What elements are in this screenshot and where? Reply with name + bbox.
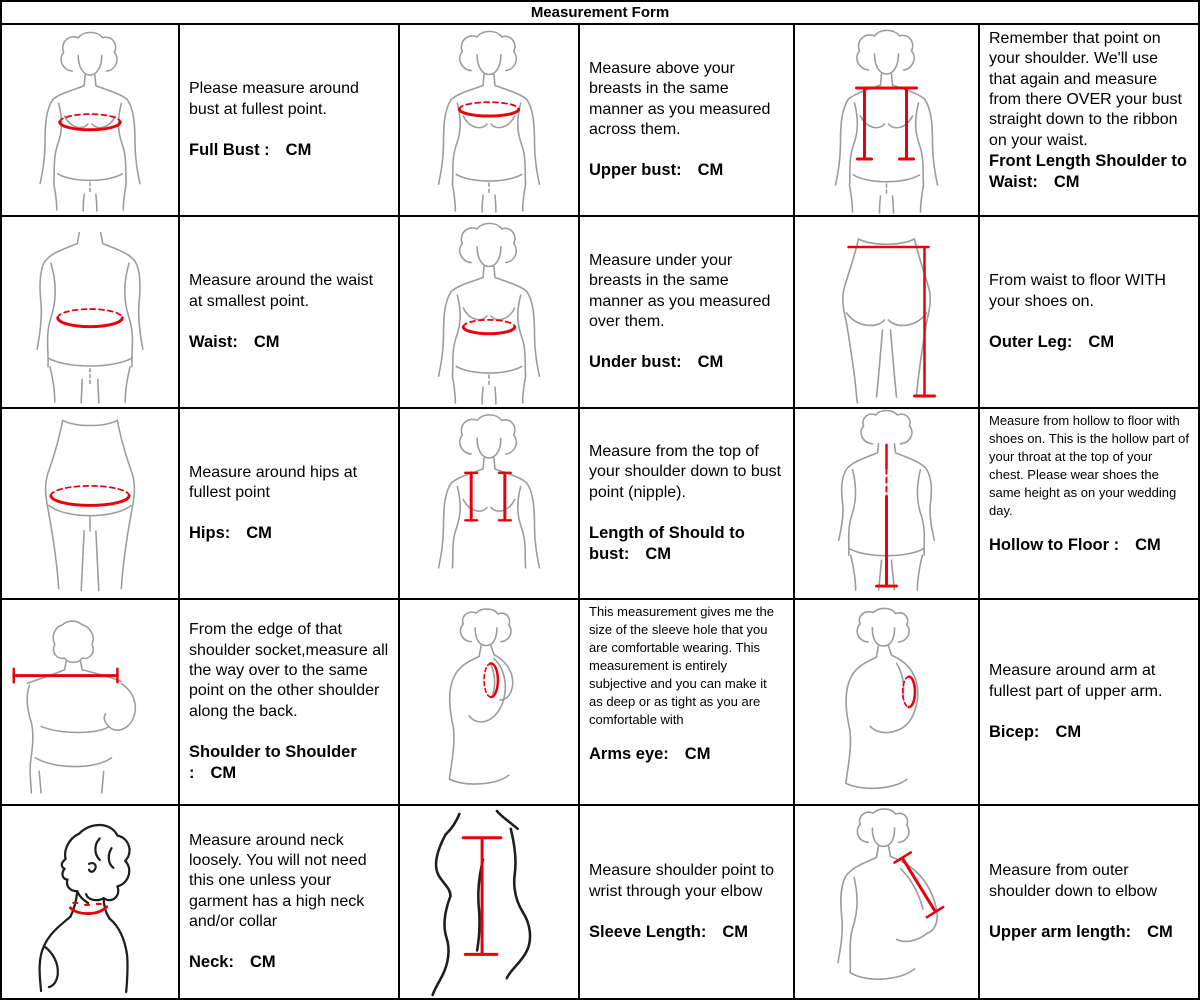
neck-figure <box>2 806 178 998</box>
instruction-cell <box>180 806 398 998</box>
instruction-cell <box>980 217 1198 407</box>
measurement-unit: CM <box>1135 535 1161 554</box>
instruction-cell <box>180 25 398 215</box>
measurement-unit: CM <box>210 763 237 782</box>
measurement-label <box>989 332 1189 353</box>
outer-leg-figure <box>795 217 978 407</box>
measurement-unit: CM <box>285 140 312 159</box>
arms-eye-figure <box>400 600 578 804</box>
measurement-name: Hips: <box>189 524 231 543</box>
measurement-name: Length of Should to bust: <box>589 524 745 563</box>
measurement-instructions: Remember that point on your shoulder. We'll use that again and measure from there OVER your bust straight down to the ribbon on your waist. <box>989 30 1182 149</box>
instruction-cell <box>980 806 1198 998</box>
measurement-label <box>589 922 784 943</box>
measurement-instructions: Measure from hollow to floor with shoes on. This is the hollow part of your throat at the top of your chest. Please wear shoes the same height as on your wedding day. <box>989 413 1189 518</box>
measurement-name: Outer Leg: <box>989 332 1073 351</box>
measurement-instructions: From the edge of that shoulder socket,measure all the way over to the same point on the other shoulder along the back. <box>189 621 389 720</box>
measurement-unit: CM <box>1147 922 1173 941</box>
instruction-cell <box>580 409 793 598</box>
measurement-name: Hollow to Floor : <box>989 535 1120 554</box>
measurement-name: Under bust: <box>589 353 682 372</box>
measurement-unit: CM <box>722 922 749 941</box>
measurement-name: Upper arm length: <box>989 922 1132 941</box>
measurement-instructions: Measure from the top of your shoulder down to bust point (nipple). <box>589 443 782 501</box>
measurement-name: Neck: <box>189 953 234 972</box>
measurement-instructions: Please measure around bust at fullest point. <box>189 80 359 118</box>
upper-bust-figure <box>400 25 578 215</box>
measurement-instructions: This measurement gives me the size of the sleeve hole that you are comfortable wearing. This measurement is entirely subjective and you can make it as deep or as tight as you are comfortable with <box>589 604 774 727</box>
instruction-cell <box>580 217 793 407</box>
instruction-cell <box>580 25 793 215</box>
measurement-label <box>189 332 389 353</box>
measurement-instructions: Measure around neck loosely. You will not need this one unless your garment has a high neck and/or collar <box>189 831 367 930</box>
measurement-label <box>189 523 389 544</box>
measurement-unit: CM <box>1053 172 1080 191</box>
measurement-unit: CM <box>645 544 671 563</box>
instruction-cell <box>980 600 1198 804</box>
measurement-label <box>589 160 784 181</box>
measurement-unit: CM <box>684 744 711 763</box>
sleeve-length-figure <box>400 806 578 998</box>
shoulder-to-bust-figure <box>400 409 578 598</box>
instruction-cell <box>180 217 398 407</box>
measurement-instructions: Measure above your breasts in the same manner as you measured across them. <box>589 59 771 138</box>
measurement-unit: CM <box>1088 332 1115 351</box>
measurement-label <box>589 523 784 565</box>
measurement-label <box>989 922 1189 943</box>
instruction-cell <box>180 600 398 804</box>
measurement-unit: CM <box>253 332 280 351</box>
measurement-label <box>189 952 389 973</box>
instruction-cell <box>180 409 398 598</box>
measurement-instructions: Measure around the waist at smallest point. <box>189 272 374 310</box>
measurement-label <box>989 151 1189 193</box>
measurement-unit: CM <box>1055 722 1082 741</box>
measurement-label <box>189 140 389 161</box>
measurement-name: Full Bust : <box>189 140 270 159</box>
measurement-instructions: Measure from outer shoulder down to elbow <box>989 862 1158 900</box>
upper-arm-length-figure <box>795 806 978 998</box>
waist-figure <box>2 217 178 407</box>
measurement-label <box>589 743 784 766</box>
page-title: Measurement Form <box>2 2 1198 23</box>
measurement-instructions: Measure around hips at fullest point <box>189 463 358 502</box>
measurement-unit: CM <box>697 161 724 180</box>
measurement-instructions: From waist to floor WITH your shoes on. <box>989 272 1166 310</box>
measurement-instructions: Measure around arm at fullest part of upper arm. <box>989 662 1163 700</box>
measurement-name: Shoulder to Shoulder : <box>189 742 357 782</box>
measurement-unit: CM <box>246 524 272 543</box>
instruction-cell <box>580 806 793 998</box>
measurement-instructions: Measure shoulder point to wrist through your elbow <box>589 862 774 900</box>
instruction-cell <box>580 600 793 804</box>
full-bust-figure <box>2 25 178 215</box>
measurement-name: Sleeve Length: <box>589 922 707 941</box>
measurement-instructions: Measure under your breasts in the same manner as you measured over them. <box>589 251 771 330</box>
measurement-name: Waist: <box>189 332 238 351</box>
measurement-label <box>589 352 784 373</box>
measurement-unit: CM <box>249 953 276 972</box>
instruction-cell <box>980 409 1198 598</box>
front-length-figure <box>795 25 978 215</box>
measurement-name: Upper bust: <box>589 161 682 180</box>
hollow-to-floor-figure <box>795 409 978 598</box>
measurement-name: Front Length Shoulder to Waist: <box>989 151 1187 191</box>
hips-figure <box>2 409 178 598</box>
shoulder-to-shoulder-figure <box>2 600 178 804</box>
measurement-label <box>989 722 1189 743</box>
measurement-label <box>189 742 389 784</box>
measurement-label <box>989 534 1189 557</box>
bicep-figure <box>795 600 978 804</box>
instruction-cell <box>980 25 1198 215</box>
measurement-unit: CM <box>697 353 724 372</box>
measurement-name: Bicep: <box>989 722 1040 741</box>
measurement-name: Arms eye: <box>589 744 669 763</box>
under-bust-figure <box>400 217 578 407</box>
